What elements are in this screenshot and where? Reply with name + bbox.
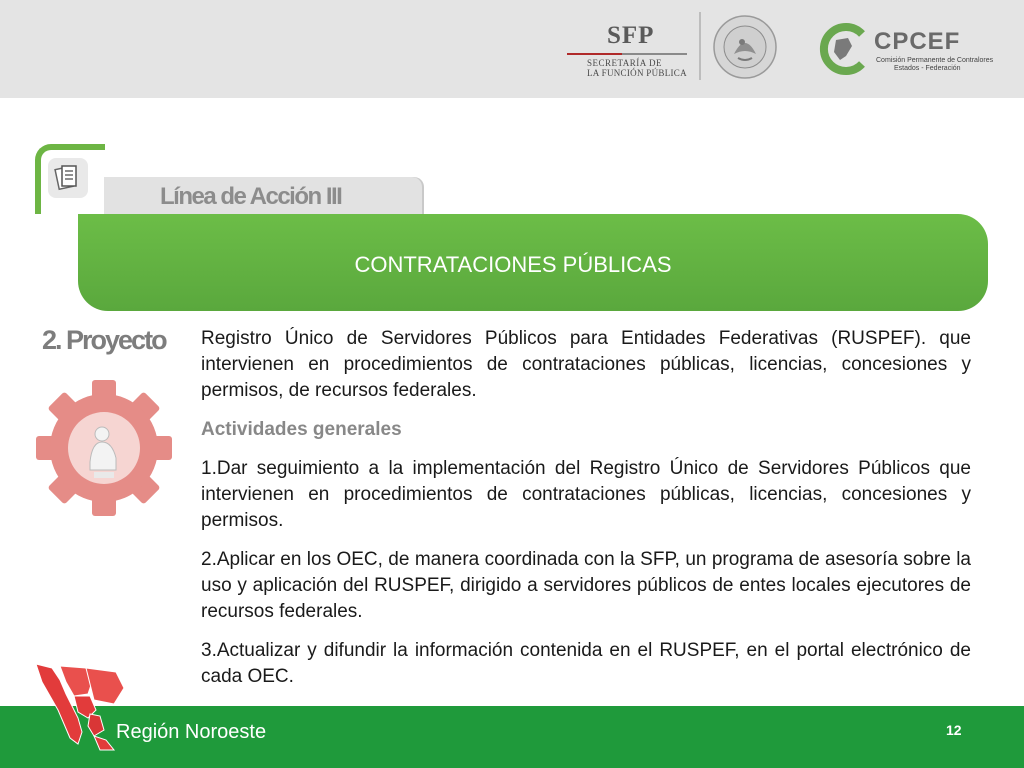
sfp-logo-subtitle-2: LA FUNCIÓN PÚBLICA xyxy=(587,68,687,78)
activities-heading: Actividades generales xyxy=(201,419,402,440)
mexican-seal-icon xyxy=(712,14,778,80)
cpcef-emblem-icon xyxy=(816,22,870,76)
cpcef-logo-title: CPCEF xyxy=(874,28,961,55)
section-tab-title: Línea de Acción III xyxy=(160,183,342,210)
activity-item-2: 2.Aplicar en los OEC, de manera coordinada con la SFP, un programa de asesoría sobre la uso y aplicación del RUSPEF, dirigido a servidores públicos de entes locales ejecutores de recursos federales. xyxy=(201,549,971,622)
northwest-region-map-icon xyxy=(30,660,130,752)
footer-region-label: Región Noroeste xyxy=(116,721,267,743)
section-banner-title: CONTRATACIONES PÚBLICAS xyxy=(354,252,672,277)
project-content xyxy=(201,326,971,690)
page-number: 12 xyxy=(946,722,962,738)
cpcef-logo-subtitle-1: Comisión Permanente de Contralores xyxy=(876,57,994,64)
project-label: 2. Proyecto xyxy=(42,325,166,355)
header-bar xyxy=(0,0,1024,98)
sfp-logo-subtitle-1: SECRETARÍA DE xyxy=(587,58,663,68)
sfp-logo-title: SFP xyxy=(607,22,655,49)
sfp-logo xyxy=(567,22,692,78)
project-intro: Registro Único de Servidores Públicos para Entidades Federativas (RUSPEF). que intervienen en procedimientos de contrataciones públicas, licencias, concesiones y permisos, de recursos federales. xyxy=(201,328,971,401)
activity-item-1: 1.Dar seguimiento a la implementación del Registro Único de Servidores Públicos que intervienen en procedimientos de contrataciones públicas, licencias, concesiones y permisos. xyxy=(201,458,971,531)
cpcef-logo xyxy=(816,22,994,78)
sfp-logo-rule-accent xyxy=(567,53,622,55)
gear-person-icon xyxy=(34,378,174,518)
activity-item-3: 3.Actualizar y difundir la información contenida en el RUSPEF, en el portal electrónico de cada OEC. xyxy=(201,640,971,687)
header-divider xyxy=(699,12,701,80)
document-stack-icon xyxy=(48,158,88,198)
cpcef-logo-subtitle-2: Estados - Federación xyxy=(894,65,961,72)
